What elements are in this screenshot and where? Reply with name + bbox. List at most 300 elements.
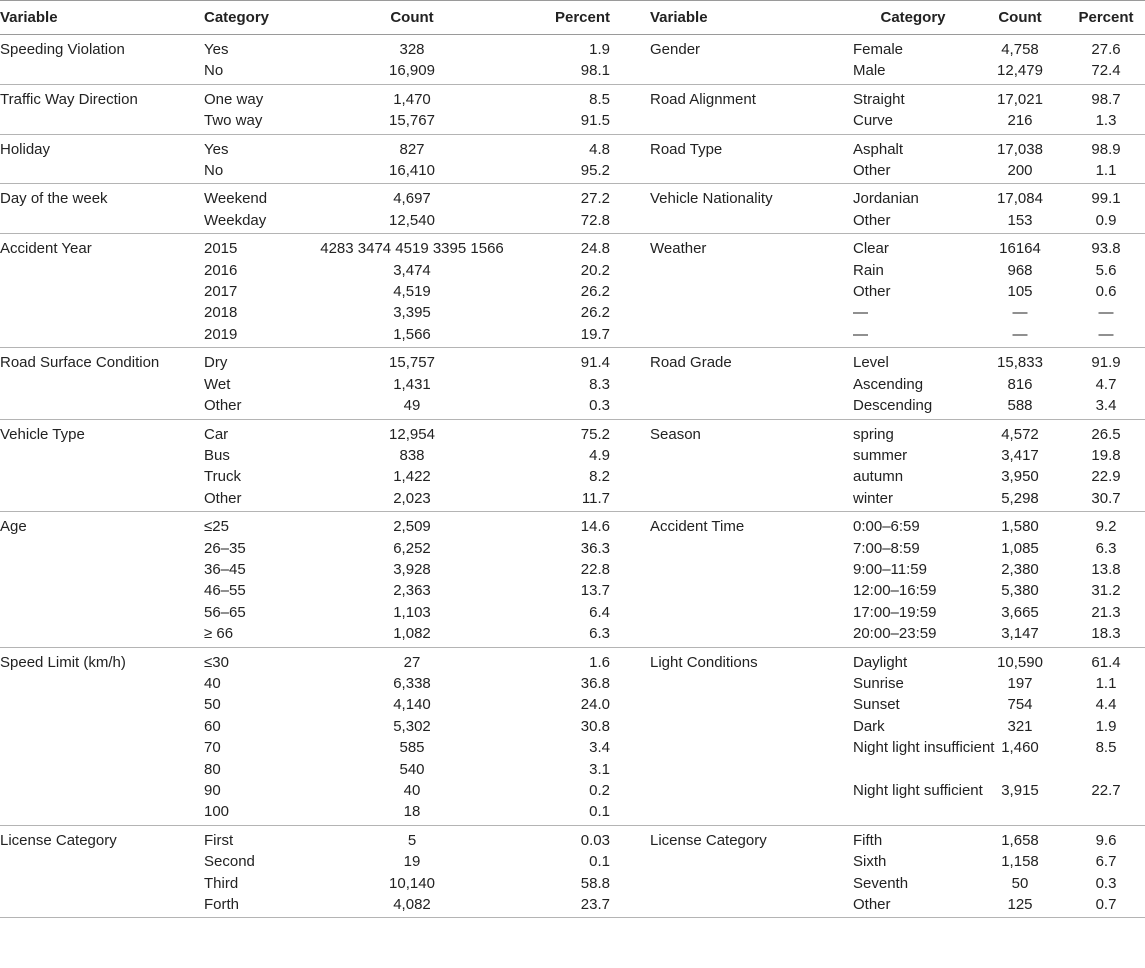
variable-label: Season xyxy=(650,425,701,443)
category-cell-right xyxy=(853,184,973,234)
percent-value: 6.3 xyxy=(589,625,610,643)
category-value: — xyxy=(853,325,868,343)
count-cell-left xyxy=(314,134,510,184)
category-value: Bus xyxy=(204,446,230,464)
count-value: 4283 3474 4519 3395 1566 xyxy=(320,240,504,258)
percent-value: 30.8 xyxy=(580,717,610,735)
percent-value: 14.6 xyxy=(580,518,610,536)
table-row xyxy=(0,647,1145,825)
header-category-left: Category xyxy=(204,1,314,35)
category-value: winter xyxy=(853,489,894,507)
count-value: 5 xyxy=(407,831,417,849)
header-count-left: Count xyxy=(314,1,510,35)
count-value: 200 xyxy=(1007,162,1033,180)
category-value: Second xyxy=(204,853,255,871)
header-row xyxy=(0,1,1145,35)
count-value: 6,338 xyxy=(393,674,431,692)
count-cell-left xyxy=(314,419,510,512)
percent-value: 98.9 xyxy=(1091,140,1121,158)
percent-value: 22.9 xyxy=(1091,468,1121,486)
count-value: 153 xyxy=(1007,211,1033,229)
percent-cell-left xyxy=(510,647,610,825)
percent-value: 72.8 xyxy=(580,211,610,229)
category-value: Truck xyxy=(204,468,241,486)
table-row xyxy=(0,419,1145,512)
category-value: Descending xyxy=(853,397,933,415)
count-value: 125 xyxy=(1007,896,1033,914)
count-value: 2,023 xyxy=(393,489,431,507)
percent-value: 0.3 xyxy=(589,397,610,415)
variable-label: Age xyxy=(0,518,27,536)
count-cell-right xyxy=(973,825,1067,918)
count-value: 1,158 xyxy=(1001,853,1039,871)
category-cell-left xyxy=(204,512,314,647)
variable-cell-right xyxy=(650,647,853,825)
category-value: 70 xyxy=(204,739,221,757)
count-value: 15,833 xyxy=(997,354,1043,372)
count-cell-left xyxy=(314,35,510,85)
count-value: 1,422 xyxy=(393,468,431,486)
count-value: 40 xyxy=(403,782,421,799)
count-value: 2,380 xyxy=(1001,560,1039,578)
count-cell-right xyxy=(973,348,1067,419)
category-value: Car xyxy=(204,425,229,443)
count-value xyxy=(973,759,1067,780)
count-cell-left xyxy=(314,348,510,419)
category-value: Fifth xyxy=(853,831,883,849)
variable-cell-right xyxy=(650,35,853,85)
count-value: 4,697 xyxy=(393,190,431,208)
count-value: 1,580 xyxy=(1001,518,1039,536)
percent-value: 11.7 xyxy=(581,489,610,507)
variable-cell-right xyxy=(650,825,853,918)
count-value: 1,103 xyxy=(393,603,431,621)
percent-value: 6.4 xyxy=(589,603,610,621)
percent-value: 91.9 xyxy=(1091,354,1121,372)
variable-label: Speeding Violation xyxy=(0,41,125,58)
percent-value: 1.1 xyxy=(1095,674,1117,692)
percent-value: 19.8 xyxy=(1091,446,1121,464)
category-value: Other xyxy=(853,211,891,229)
percent-cell-left xyxy=(510,35,610,85)
percent-value: 61.4 xyxy=(1091,653,1121,671)
percent-value: 9.2 xyxy=(1095,518,1117,536)
percent-value: 0.9 xyxy=(1095,211,1117,229)
count-value: 1,470 xyxy=(393,90,431,108)
category-value: 0:00–6:59 xyxy=(853,518,920,536)
count-value: 838 xyxy=(399,446,425,464)
gap-cell xyxy=(610,647,650,825)
category-value: Jordanian xyxy=(853,190,919,208)
gap-cell xyxy=(610,84,650,134)
percent-value: 27.6 xyxy=(1091,41,1121,58)
category-value: Weekend xyxy=(204,190,268,208)
category-cell-right xyxy=(853,234,973,348)
variable-cell-right xyxy=(650,234,853,348)
percent-value: 36.3 xyxy=(580,539,610,557)
percent-value: 18.3 xyxy=(1091,625,1121,643)
header-percent-left: Percent xyxy=(510,1,610,35)
count-value: 12,479 xyxy=(997,62,1043,80)
percent-cell-right xyxy=(1067,419,1145,512)
category-cell-right xyxy=(853,825,973,918)
variable-label: Vehicle Nationality xyxy=(650,190,773,208)
count-value: 5,302 xyxy=(393,717,431,735)
category-cell-right xyxy=(853,35,973,85)
count-value: 16164 xyxy=(999,240,1041,258)
percent-value: — xyxy=(1098,325,1114,343)
category-value: 80 xyxy=(204,760,221,778)
percent-value: 95.2 xyxy=(580,162,610,180)
count-value: 1,431 xyxy=(393,375,431,393)
percent-value: 26.5 xyxy=(1091,425,1121,443)
count-value: 3,950 xyxy=(1001,468,1039,486)
variable-cell-left xyxy=(0,234,204,348)
count-value: 5,380 xyxy=(1001,582,1039,600)
count-value: 12,540 xyxy=(389,211,435,229)
category-value: autumn xyxy=(853,468,904,486)
category-value: — xyxy=(853,304,868,322)
category-cell-right xyxy=(853,348,973,419)
category-value: Rain xyxy=(853,261,884,279)
category-cell-left xyxy=(204,647,314,825)
percent-cell-left xyxy=(510,184,610,234)
count-value: 4,519 xyxy=(393,283,431,301)
count-value: 4,572 xyxy=(1001,425,1039,443)
gap-cell xyxy=(610,825,650,918)
percent-value: 26.2 xyxy=(580,304,610,322)
header-percent-right: Percent xyxy=(1067,1,1145,35)
percent-value: 6.7 xyxy=(1095,853,1117,871)
category-value: Wet xyxy=(204,375,231,393)
category-value: 36–45 xyxy=(204,560,246,578)
variable-cell-right xyxy=(650,84,853,134)
table-row xyxy=(0,512,1145,647)
category-cell-left xyxy=(204,419,314,512)
percent-value: 5.6 xyxy=(1095,261,1117,279)
table-row xyxy=(0,825,1145,918)
count-value: 3,147 xyxy=(1001,625,1039,643)
variable-label: Accident Year xyxy=(0,240,92,258)
category-value: Third xyxy=(204,874,239,892)
category-value: 7:00–8:59 xyxy=(853,539,920,557)
percent-cell-right xyxy=(1067,234,1145,348)
category-value: 2019 xyxy=(204,325,238,343)
table-row xyxy=(0,184,1145,234)
category-value: One way xyxy=(204,90,264,108)
count-value: 19 xyxy=(403,853,421,871)
count-value: 216 xyxy=(1007,112,1033,130)
count-value: 17,038 xyxy=(997,140,1043,158)
count-value: 1,460 xyxy=(1001,739,1039,757)
percent-cell-left xyxy=(510,134,610,184)
count-value: 10,140 xyxy=(389,874,435,892)
category-value: Sixth xyxy=(853,853,887,871)
count-cell-left xyxy=(314,647,510,825)
variable-label: Road Alignment xyxy=(650,90,756,108)
count-cell-left xyxy=(314,84,510,134)
percent-cell-left xyxy=(510,348,610,419)
category-value: ≥ 66 xyxy=(204,625,234,643)
percent-value: 58.8 xyxy=(580,874,610,892)
percent-cell-right xyxy=(1067,512,1145,647)
percent-cell-right xyxy=(1067,647,1145,825)
category-value: 40 xyxy=(204,674,221,692)
count-cell-right xyxy=(973,134,1067,184)
category-cell-left xyxy=(204,84,314,134)
percent-value: 0.3 xyxy=(1095,874,1117,892)
category-value: No xyxy=(204,62,224,80)
variable-label: Weather xyxy=(650,240,707,258)
percent-cell-right xyxy=(1067,184,1145,234)
category-value: 2018 xyxy=(204,304,238,322)
count-value: 3,474 xyxy=(393,261,431,279)
count-cell-right xyxy=(973,647,1067,825)
variable-label: Accident Time xyxy=(650,518,745,536)
gap-cell xyxy=(610,512,650,647)
count-value: — xyxy=(1012,304,1028,322)
count-value: 321 xyxy=(1007,717,1033,735)
category-value: Yes xyxy=(204,140,229,158)
count-value: 197 xyxy=(1007,674,1033,692)
percent-value: 8.2 xyxy=(589,468,610,486)
count-value: 6,252 xyxy=(393,539,431,557)
count-cell-left xyxy=(314,184,510,234)
percent-value: 24.0 xyxy=(580,696,610,714)
percent-value: 4.7 xyxy=(1095,375,1117,393)
gap-cell xyxy=(610,134,650,184)
category-value: Dark xyxy=(853,717,885,735)
table-row xyxy=(0,134,1145,184)
category-value: 12:00–16:59 xyxy=(853,582,937,600)
count-value: 816 xyxy=(1007,375,1033,393)
category-value: 26–35 xyxy=(204,539,246,557)
category-value: First xyxy=(204,831,234,849)
percent-value: 26.2 xyxy=(580,283,610,301)
category-value: Other xyxy=(853,162,891,180)
variable-cell-left xyxy=(0,184,204,234)
count-value: 27 xyxy=(403,653,421,671)
count-value: 585 xyxy=(399,739,425,757)
percent-value: 98.7 xyxy=(1091,90,1121,108)
variable-cell-right xyxy=(650,419,853,512)
percent-value: 93.8 xyxy=(1091,240,1121,258)
count-value: 12,954 xyxy=(389,425,435,443)
category-value xyxy=(853,759,973,780)
percent-cell-left xyxy=(510,419,610,512)
count-value: 49 xyxy=(403,397,421,415)
variable-cell-right xyxy=(650,184,853,234)
header-category-right: Category xyxy=(853,1,973,35)
category-value xyxy=(853,801,973,822)
percent-cell-right xyxy=(1067,84,1145,134)
count-value: 17,021 xyxy=(997,90,1043,108)
variable-cell-left xyxy=(0,419,204,512)
category-value: Asphalt xyxy=(853,140,904,158)
variable-label: Traffic Way Direction xyxy=(0,90,138,108)
gap-cell xyxy=(610,234,650,348)
percent-value: 72.4 xyxy=(1091,62,1121,80)
category-value: Night light sufficient xyxy=(853,782,983,799)
count-value xyxy=(973,801,1067,822)
percent-value: 0.6 xyxy=(1095,283,1117,301)
category-cell-left xyxy=(204,234,314,348)
category-value: Other xyxy=(853,896,891,914)
count-value: 15,757 xyxy=(389,354,435,372)
percent-value: 91.5 xyxy=(580,112,610,130)
category-cell-left xyxy=(204,134,314,184)
percent-value: 13.8 xyxy=(1091,560,1121,578)
category-value: Other xyxy=(853,283,891,301)
percent-value: 21.3 xyxy=(1091,603,1121,621)
table-row xyxy=(0,84,1145,134)
variable-cell-right xyxy=(650,348,853,419)
percent-value: 91.4 xyxy=(580,354,610,372)
count-value: 16,410 xyxy=(389,162,435,180)
count-value: 3,665 xyxy=(1001,603,1039,621)
percent-cell-left xyxy=(510,234,610,348)
percent-value: 0.2 xyxy=(589,782,610,799)
count-value: 3,395 xyxy=(393,304,431,322)
count-value: 16,909 xyxy=(389,62,435,80)
count-value: 3,915 xyxy=(1001,782,1039,799)
table-body xyxy=(0,35,1145,918)
category-value: Other xyxy=(204,489,242,507)
variable-cell-left xyxy=(0,134,204,184)
category-cell-left xyxy=(204,35,314,85)
variable-cell-left xyxy=(0,348,204,419)
category-value: Night light insufficient xyxy=(853,739,995,757)
percent-value: 1.9 xyxy=(589,41,610,58)
percent-value: 22.7 xyxy=(1091,782,1121,799)
count-value: 15,767 xyxy=(389,112,435,130)
header-variable-left: Variable xyxy=(0,1,204,35)
percent-value: 8.5 xyxy=(589,90,610,108)
gap-cell xyxy=(610,184,650,234)
percent-value: 6.3 xyxy=(1095,539,1117,557)
variable-label: Gender xyxy=(650,41,701,58)
percent-value: 20.2 xyxy=(580,261,610,279)
count-value: 328 xyxy=(399,41,425,58)
variable-cell-right xyxy=(650,512,853,647)
percent-value: 0.7 xyxy=(1095,896,1117,914)
category-value: No xyxy=(204,162,224,180)
variable-cell-left xyxy=(0,35,204,85)
count-cell-right xyxy=(973,184,1067,234)
category-value: Seventh xyxy=(853,874,909,892)
count-cell-right xyxy=(973,234,1067,348)
percent-value: 3.1 xyxy=(589,760,610,778)
count-value: 4,758 xyxy=(1001,41,1039,58)
percent-value: 4.4 xyxy=(1095,696,1117,714)
category-value: ≤30 xyxy=(204,653,229,671)
percent-value: 0.1 xyxy=(589,853,610,871)
count-value: 827 xyxy=(399,140,425,158)
category-value: 17:00–19:59 xyxy=(853,603,937,621)
count-value: 1,658 xyxy=(1001,831,1039,849)
count-value: 4,140 xyxy=(393,696,431,714)
category-value: 20:00–23:59 xyxy=(853,625,937,643)
category-cell-right xyxy=(853,84,973,134)
category-cell-left xyxy=(204,348,314,419)
variable-cell-left xyxy=(0,512,204,647)
table-row xyxy=(0,35,1145,85)
count-cell-left xyxy=(314,512,510,647)
percent-value: 36.8 xyxy=(580,674,610,692)
gap-cell xyxy=(610,419,650,512)
table-row xyxy=(0,348,1145,419)
variable-label: Day of the week xyxy=(0,190,108,208)
count-value: 968 xyxy=(1007,261,1033,279)
count-value: 3,417 xyxy=(1001,446,1039,464)
percent-cell-left xyxy=(510,512,610,647)
count-value: 17,084 xyxy=(997,190,1043,208)
category-value: Yes xyxy=(204,41,229,58)
variable-label: Vehicle Type xyxy=(0,425,85,443)
count-value: 5,298 xyxy=(1001,489,1039,507)
category-value: 100 xyxy=(204,803,230,821)
count-cell-left xyxy=(314,234,510,348)
percent-value: 4.8 xyxy=(589,140,610,158)
category-value: Two way xyxy=(204,112,263,130)
variable-cell-right xyxy=(650,134,853,184)
category-value: ≤25 xyxy=(204,518,229,536)
variable-label: License Category xyxy=(0,831,117,849)
count-value: 10,590 xyxy=(997,653,1043,671)
count-value: 3,928 xyxy=(393,560,431,578)
category-value: Forth xyxy=(204,896,240,914)
percent-value: 13.7 xyxy=(580,582,610,600)
count-cell-right xyxy=(973,35,1067,85)
percent-value: — xyxy=(1098,304,1114,322)
variable-cell-left xyxy=(0,825,204,918)
percent-value: 31.2 xyxy=(1091,582,1121,600)
percent-value: 30.7 xyxy=(1091,489,1121,507)
percent-value: 9.6 xyxy=(1095,831,1117,849)
category-value: spring xyxy=(853,425,894,443)
percent-value xyxy=(1067,801,1145,822)
category-cell-right xyxy=(853,419,973,512)
count-value: 4,082 xyxy=(393,896,431,914)
percent-value: 1.6 xyxy=(589,653,610,671)
percent-value: 1.9 xyxy=(1095,717,1117,735)
header-variable-right: Variable xyxy=(650,1,853,35)
percent-value: 1.1 xyxy=(1095,162,1117,180)
header-count-right: Count xyxy=(973,1,1067,35)
count-value: 754 xyxy=(1007,696,1033,714)
category-value: 56–65 xyxy=(204,603,246,621)
category-value: summer xyxy=(853,446,908,464)
variable-label: Speed Limit (km/h) xyxy=(0,653,126,671)
category-value: 9:00–11:59 xyxy=(853,560,927,578)
percent-value: 22.8 xyxy=(580,560,610,578)
category-value: Ascending xyxy=(853,375,924,393)
variable-label: Light Conditions xyxy=(650,653,758,671)
category-value: Straight xyxy=(853,90,905,108)
gap-cell xyxy=(610,348,650,419)
percent-cell-right xyxy=(1067,35,1145,85)
category-cell-right xyxy=(853,647,995,825)
category-value: Clear xyxy=(853,240,889,258)
variable-label: Road Type xyxy=(650,140,723,158)
count-cell-right xyxy=(973,419,1067,512)
percent-cell-right xyxy=(1067,348,1145,419)
percent-value: 0.03 xyxy=(580,831,610,849)
category-value: Weekday xyxy=(204,211,267,229)
count-value: 105 xyxy=(1007,283,1033,301)
percent-cell-left xyxy=(510,825,610,918)
category-cell-left xyxy=(204,184,314,234)
